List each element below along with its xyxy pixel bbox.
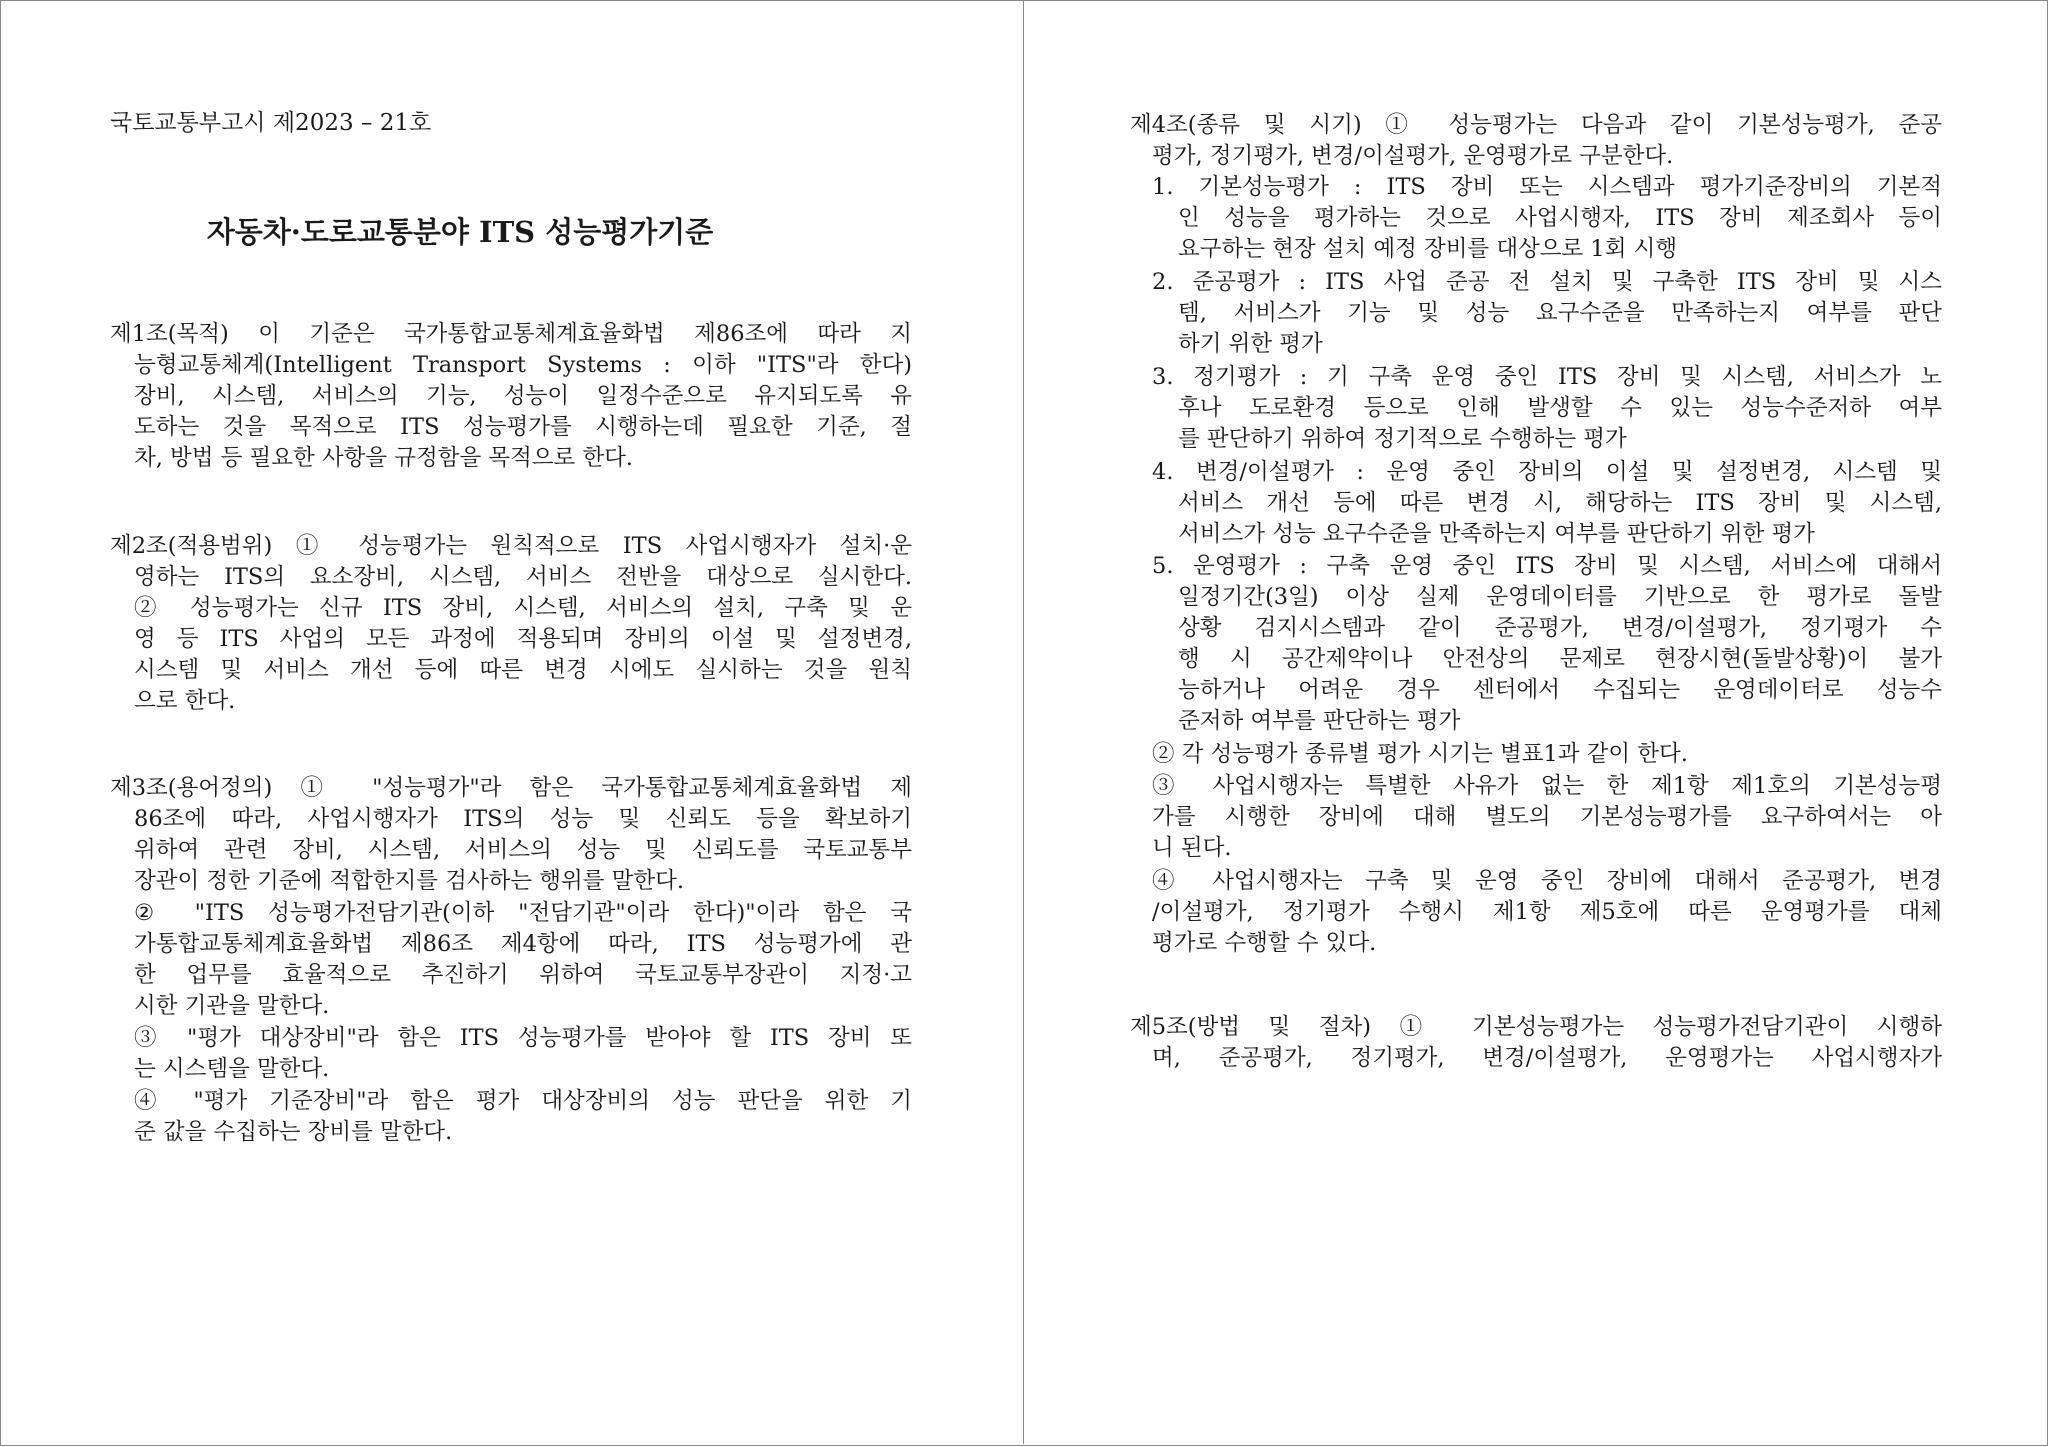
left-text-line: 는 시스템을 말한다.: [134, 1056, 330, 1082]
right-text-line: 일정기간(3일) 이상 실제 운영데이터를 기반으로 한 평가로 돌발: [1178, 584, 1942, 610]
right-text-line: 준저하 여부를 판단하는 평가: [1178, 708, 1461, 734]
left-text-line: 으로 한다.: [134, 688, 236, 714]
left-text-line: 제3조(용어정의) ① "성능평가"라 함은 국가통합교통체계효율화법 제: [110, 775, 912, 801]
right-text-line: 하기 위한 평가: [1178, 331, 1323, 357]
right-text-line: 1. 기본성능평가 : ITS 장비 또는 시스템과 평가기준장비의 기본적: [1152, 174, 1942, 200]
right-text-line: 후나 도로환경 등으로 인해 발생할 수 있는 성능수준저하 여부: [1178, 395, 1942, 421]
left-text-line: ④ "평가 기준장비"라 함은 평가 대상장비의 성능 판단을 위한 기: [134, 1088, 912, 1114]
left-text-line: ② 성능평가는 신규 ITS 장비, 시스템, 서비스의 설치, 구축 및 운: [134, 595, 912, 621]
left-text-line: 장비, 시스템, 서비스의 기능, 성능이 일정수준으로 유지되도록 유: [134, 383, 912, 409]
left-text-line: 준 값을 수집하는 장비를 말한다.: [134, 1119, 453, 1145]
right-text-line: 템, 서비스가 기능 및 성능 요구수준을 만족하는지 여부를 판단: [1178, 300, 1942, 326]
notice-number: 국토교통부고시 제2023 – 21호: [110, 110, 432, 136]
right-text-line: 서비스 개선 등에 따른 변경 시, 해당하는 ITS 장비 및 시스템,: [1178, 490, 1942, 516]
right-text-line: ③ 사업시행자는 특별한 사유가 없는 한 제1항 제1호의 기본성능평: [1152, 773, 1942, 799]
page-divider: [1023, 0, 1024, 1444]
left-text-line: 차, 방법 등 필요한 사항을 규정함을 목적으로 한다.: [134, 445, 634, 471]
right-text-line: 제5조(방법 및 절차) ① 기본성능평가는 성능평가전담기관이 시행하: [1130, 1014, 1942, 1040]
left-text-line: 가통합교통체계효율화법 제86조 제4항에 따라, ITS 성능평가에 관: [134, 931, 912, 957]
left-text-line: 시한 기관을 말한다.: [134, 993, 330, 1019]
right-text-line: 행 시 공간제약이나 안전상의 문제로 현장시현(돌발상황)이 불가: [1178, 646, 1942, 672]
right-text-line: 니 된다.: [1152, 835, 1232, 861]
left-text-line: 시스템 및 서비스 개선 등에 따른 변경 시에도 실시하는 것을 원칙: [134, 657, 912, 683]
right-text-line: ④ 사업시행자는 구축 및 운영 중인 장비에 대해서 준공평가, 변경: [1152, 868, 1942, 894]
left-text-line: 제2조(적용범위) ① 성능평가는 원칙적으로 ITS 사업시행자가 설치·운: [110, 533, 912, 559]
right-text-line: 가를 시행한 장비에 대해 별도의 기본성능평가를 요구하여서는 아: [1152, 804, 1942, 830]
right-text-line: 능하거나 어려운 경우 센터에서 수집되는 운영데이터로 성능수: [1178, 677, 1942, 703]
right-text-line: 인 성능을 평가하는 것으로 사업시행자, ITS 장비 제조회사 등이: [1178, 205, 1942, 231]
right-text-line: 4. 변경/이설평가 : 운영 중인 장비의 이설 및 설정변경, 시스템 및: [1152, 459, 1942, 485]
left-text-line: 위하여 관련 장비, 시스템, 서비스의 성능 및 신뢰도를 국토교통부: [134, 837, 912, 863]
left-text-line: 영 등 ITS 사업의 모든 과정에 적용되며 장비의 이설 및 설정변경,: [134, 626, 912, 652]
left-text-line: 도하는 것을 목적으로 ITS 성능평가를 시행하는데 필요한 기준, 절: [134, 414, 912, 440]
right-text-line: 며, 준공평가, 정기평가, 변경/이설평가, 운영평가는 사업시행자가: [1152, 1045, 1942, 1071]
left-text-line: 제1조(목적) 이 기준은 국가통합교통체계효율화법 제86조에 따라 지: [110, 321, 912, 347]
right-text-line: ② 각 성능평가 종류별 평가 시기는 별표1과 같이 한다.: [1152, 741, 1688, 767]
right-text-line: 를 판단하기 위하여 정기적으로 수행하는 평가: [1178, 426, 1627, 452]
left-text-line: ③ "평가 대상장비"라 함은 ITS 성능평가를 받아야 할 ITS 장비 또: [134, 1025, 912, 1051]
right-text-line: 5. 운영평가 : 구축 운영 중인 ITS 장비 및 시스템, 서비스에 대해서: [1152, 553, 1942, 579]
right-text-line: 상황 검지시스템과 같이 준공평가, 변경/이설평가, 정기평가 수: [1178, 615, 1942, 641]
left-text-line: 86조에 따라, 사업시행자가 ITS의 성능 및 신뢰도 등을 확보하기: [134, 806, 912, 832]
left-text-line: 영하는 ITS의 요소장비, 시스템, 서비스 전반을 대상으로 실시한다.: [134, 564, 912, 590]
left-text-line: 한 업무를 효율적으로 추진하기 위하여 국토교통부장관이 지정·고: [134, 962, 912, 988]
right-text-line: 제4조(종류 및 시기) ① 성능평가는 다음과 같이 기본성능평가, 준공: [1130, 112, 1942, 138]
left-text-line: ② "ITS 성능평가전담기관(이하 "전담기관"이라 한다)"이라 함은 국: [134, 900, 912, 926]
right-text-line: 평가, 정기평가, 변경/이설평가, 운영평가로 구분한다.: [1152, 143, 1674, 169]
left-text-line: 장관이 정한 기준에 적합한지를 검사하는 행위를 말한다.: [134, 868, 684, 894]
right-text-line: /이설평가, 정기평가 수행시 제1항 제5호에 따른 운영평가를 대체: [1152, 899, 1942, 925]
right-text-line: 2. 준공평가 : ITS 사업 준공 전 설치 및 구축한 ITS 장비 및 시스: [1152, 269, 1942, 295]
right-text-line: 요구하는 현장 설치 예정 장비를 대상으로 1회 시행: [1178, 236, 1678, 262]
right-text-line: 평가로 수행할 수 있다.: [1152, 930, 1377, 956]
document-title: 자동차·도로교통분야 ITS 성능평가기준: [206, 215, 714, 249]
right-text-line: 3. 정기평가 : 기 구축 운영 중인 ITS 장비 및 시스템, 서비스가 노: [1152, 364, 1942, 390]
right-text-line: 서비스가 성능 요구수준을 만족하는지 여부를 판단하기 위한 평가: [1178, 521, 1815, 547]
left-text-line: 능형교통체계(Intelligent Transport Systems : 이하 "ITS"라 한다): [134, 352, 912, 378]
